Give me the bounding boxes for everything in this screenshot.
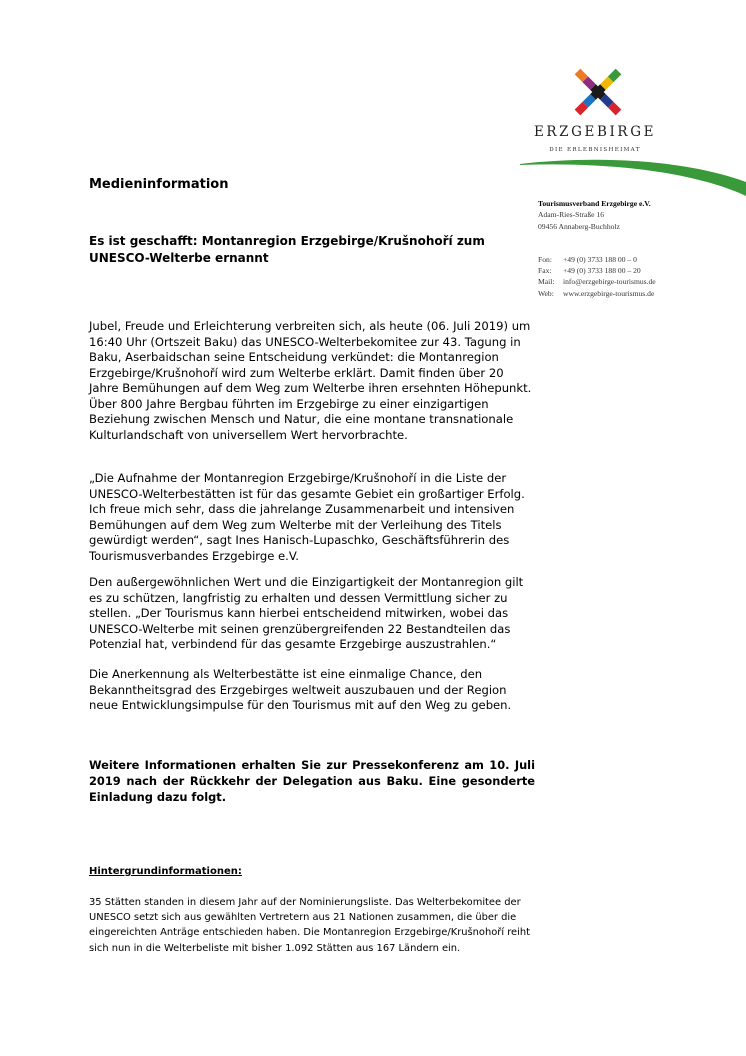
contact-label: Fax: <box>538 266 552 276</box>
body-paragraph: Jubel, Freude und Erleichterung verbreiten sich, als heute (06. Juli 2019) um 16:40 Uhr (Ortszeit Baku) das UNESCO-Welterbekomitee zur 43. Tagung in Baku, Aserbaidschan seine Entscheidung verkündet: die Montanregion Erzgebirge/Krušnohoří wird zum Welterbe erklärt. Damit finden über 20 Jahre Bemühungen auf dem Weg zum Welterbe ihren ersehnten Höhepunkt. Über 800 Jahre Bergbau führten im Erzgebirge zu einer einzigartigen Beziehung zwischen Mensch und Natur, die eine montane transnationale Kulturlandschaft von universellem Wert hervorbrachte. <box>89 319 532 442</box>
body-paragraph: Den außergewöhnlichen Wert und die Einzigartigkeit der Montanregion gilt es zu schützen, langfristig zu erhalten und dessen Vermittlung sicher zu stellen. „Der Tourismus kann hierbei entscheidend mitwirken, wobei das UNESCO-Welterbe mit seinen grenzübergreifenden 22 Bestandteilen das Potenzial hat, verbindend für das gesamte Erzgebirge auszustrahlen.“ <box>89 575 524 651</box>
contact-label: Mail: <box>538 277 555 287</box>
quote-paragraph: „Die Aufnahme der Montanregion Erzgebirge/Krušnohoří in die Liste der UNESCO-Welterbestätten ist für das gesamte Gebiet ein großartiger Erfolg. Ich freue mich sehr, dass die jahrelange Zusammenarbeit und intensiven Bemühungen auf dem Weg zum Welterbe mit der Verleihung des Titels gewürdigt werden“, sagt Ines Hanisch-Lupaschko, Geschäftsführerin des Tourismusverbandes Erzgebirge e.V. <box>89 471 525 563</box>
fax-value: +49 (0) 3733 188 00 – 20 <box>563 266 641 276</box>
city-address: 09456 Annaberg-Buchholz <box>538 221 620 231</box>
contact-label: Web: <box>538 288 554 298</box>
green-swoosh-decoration <box>520 152 746 198</box>
street-address: Adam-Ries-Straße 16 <box>538 210 605 220</box>
contact-row-web <box>538 288 738 299</box>
background-heading: Hintergrundinformationen: <box>89 866 242 877</box>
website-link[interactable]: www.erzgebirge-tourismus.de <box>563 288 655 298</box>
body-paragraph: Die Anerkennung als Welterbestätte ist eine einmalige Chance, den Bekanntheitsgrad des Erzgebirges weltweit auszubauen und der Region neue Entwicklungsimpulse für den Tourismus mit auf den Weg zu geben. <box>89 667 512 712</box>
organization-name: Tourismusverband Erzgebirge e.V. <box>538 199 651 208</box>
phone-value: +49 (0) 3733 188 00 – 0 <box>563 254 637 264</box>
contact-row-phone <box>538 254 738 265</box>
background-text: 35 Stätten standen in diesem Jahr auf der Nominierungsliste. Das Welterbekomitee der UNESCO setzt sich aus gewählten Vertretern aus 21 Nationen zusammen, die über die eingereichten Anträge entschieden haben. Die Montanregion Erzgebirge/Krušnohoří reiht sich nun in die Welterbeliste mit bisher 1.092 Stätten aus 167 Ländern ein. <box>89 897 530 954</box>
contact-label: Fon: <box>538 254 552 264</box>
contact-row-mail <box>538 276 738 287</box>
press-conference-note: Weitere Informationen erhalten Sie zur Pressekonferenz am 10. Juli 2019 nach der Rückkehr der Delegation aus Baku. Eine gesonderte Einladung dazu folgt. <box>89 758 535 804</box>
brand-tagline: DIE ERLEBNISHEIMAT <box>549 147 641 153</box>
email-link[interactable]: info@erzgebirge-tourismus.de <box>563 277 656 287</box>
press-headline: Es ist geschafft: Montanregion Erzgebirge/Krušnohoří zum UNESCO-Welterbe ernannt <box>89 234 485 265</box>
contact-row-fax <box>538 265 738 276</box>
brand-name: ERZGEBIRGE <box>533 124 657 140</box>
contact-sidebar <box>538 198 738 299</box>
erzgebirge-logo-icon <box>568 64 628 120</box>
document-type-title: Medieninformation <box>89 177 229 192</box>
